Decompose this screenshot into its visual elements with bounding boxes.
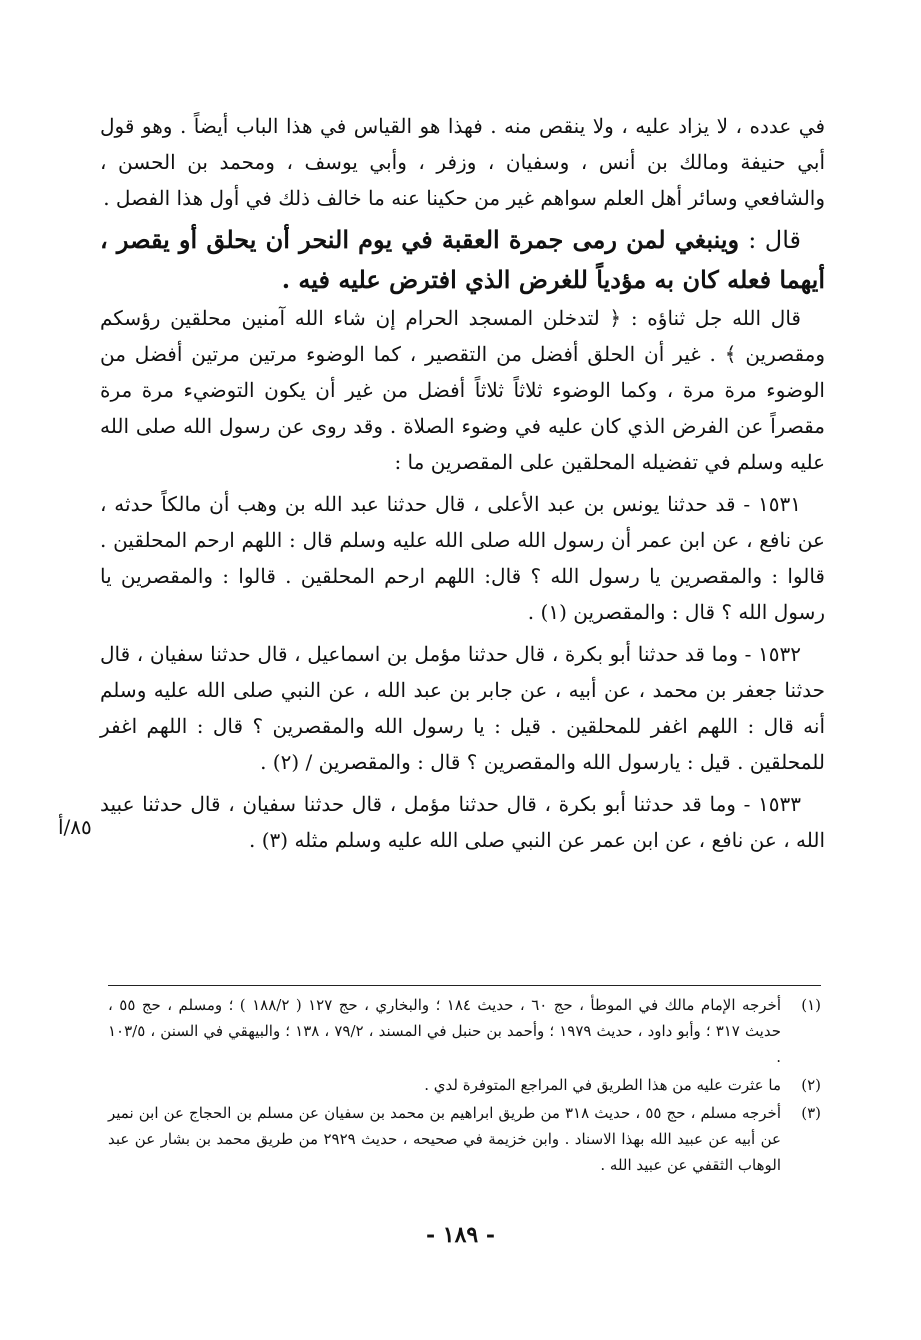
rule-lead: قال : <box>748 226 802 254</box>
hadith-1533: ١٥٣٣ - وما قد حدثنا أبو بكرة ، قال حدثنا مؤمل ، قال حدثنا سفيان ، قال حدثنا عبيد الله ، عن نافع ، عن ابن عمر عن النبي صلى الله عليه وسلم مثله (٣) . <box>100 792 825 852</box>
rule-text: وينبغي لمن رمى جمرة العقبة في يوم النحر أن يحلق أو يقصر ، أيهما فعله كان به مؤدياً للغرض الذي افترض عليه فيه . <box>100 225 825 294</box>
footnotes <box>108 992 821 1180</box>
manuscript-folio-ref: ٨٥/أ <box>58 815 92 839</box>
footnote-number: (٢) <box>801 1076 821 1094</box>
rule-paragraph <box>100 220 825 300</box>
page-number: - ١٨٩ - <box>425 1222 496 1248</box>
paragraph-1: في عدده ، لا يزاد عليه ، ولا ينقص منه . فهذا هو القياس في هذا الباب أيضاً . وهو قول أبي حنيفة ومالك بن أنس ، وسفيان ، وزفر ، وأبي يوسف ، ومحمد بن الحسن ، والشافعي وسائر أهل العلم سواهم غير من حكينا عنه ما خالف ذلك في أول هذا الفصل . <box>100 114 825 210</box>
footnote-number: (١) <box>801 996 821 1014</box>
main-text <box>100 108 825 858</box>
paragraph-3: قال الله جل ثناؤه : ﴿ لتدخلن المسجد الحرام إن شاء الله آمنين محلقين رؤسكم ومقصرين ﴾ . غير أن الحلق أفضل من التقصير ، كما الوضوء مرتين مرتين أفضل من الوضوء مرة مرة ، وكما الوضوء ثلاثاً ثلاثاً أفضل من غير أن يكون التوضيء مرة مرة مقصراً عن الفرض الذي كان عليه في وضوء الصلاة . وقد روى عن رسول الله صلى الله عليه وسلم في تفضيله المحلقين على المقصرين ما : <box>100 306 825 474</box>
footnote-text: أخرجه الإمام مالك في الموطأ ، حج ٦٠ ، حديث ١٨٤ ؛ والبخاري ، حج ١٢٧ ( ١٨٨/٢ ) ؛ ومسلم ، حج ٥٥ ، حديث ٣١٧ ؛ وأبو داود ، حديث ١٩٧٩ ؛ وأحمد بن حنبل في المسند ، ٧٩/٢ ، ١٣٨ ؛ والبيهقي في السنن ، ١٠٣/٥ . <box>108 996 781 1066</box>
footnote-text: أخرجه مسلم ، حج ٥٥ ، حديث ٣١٨ من طريق ابراهيم بن محمد بن سفيان عن مسلم بن الحجاج عن ابن نمير عن أبيه عن عبيد الله بهذا الاسناد . وابن خزيمة في صحيحه ، حديث ٢٩٢٩ من طريق محمد بن بشار عن عبد الوهاب الثقفي عن عبيد الله . <box>108 1104 781 1174</box>
footnote-divider <box>108 985 821 986</box>
footnote-number: (٣) <box>801 1104 821 1122</box>
footnote-text: ما عثرت عليه من هذا الطريق في المراجع المتوفرة لدي . <box>424 1076 781 1094</box>
hadith-1531: ١٥٣١ - قد حدثنا يونس بن عبد الأعلى ، قال حدثنا عبد الله بن وهب أن مالكاً حدثه ، عن نافع ، عن ابن عمر أن رسول الله صلى الله عليه وسلم قال : اللهم ارحم المحلقين . قالوا : والمقصرين يا رسول الله ؟ قال: اللهم ارحم المحلقين . قالوا : والمقصرين يا رسول الله ؟ قال : والمقصرين (١) . <box>100 492 825 624</box>
footnote-2 <box>108 1072 821 1098</box>
footnote-1 <box>108 992 821 1070</box>
footnote-3 <box>108 1100 821 1178</box>
hadith-1532: ١٥٣٢ - وما قد حدثنا أبو بكرة ، قال حدثنا مؤمل بن اسماعيل ، قال حدثنا سفيان ، قال حدثنا جعفر بن محمد ، عن أبيه ، عن جابر بن عبد الله ، عن النبي صلى الله عليه وسلم أنه قال : اللهم اغفر للمحلقين . قيل : يا رسول الله والمقصرين ؟ قال : اللهم اغفر للمحلقين . قيل : يارسول الله والمقصرين ؟ قال : والمقصرين / (٢) . <box>100 642 825 774</box>
